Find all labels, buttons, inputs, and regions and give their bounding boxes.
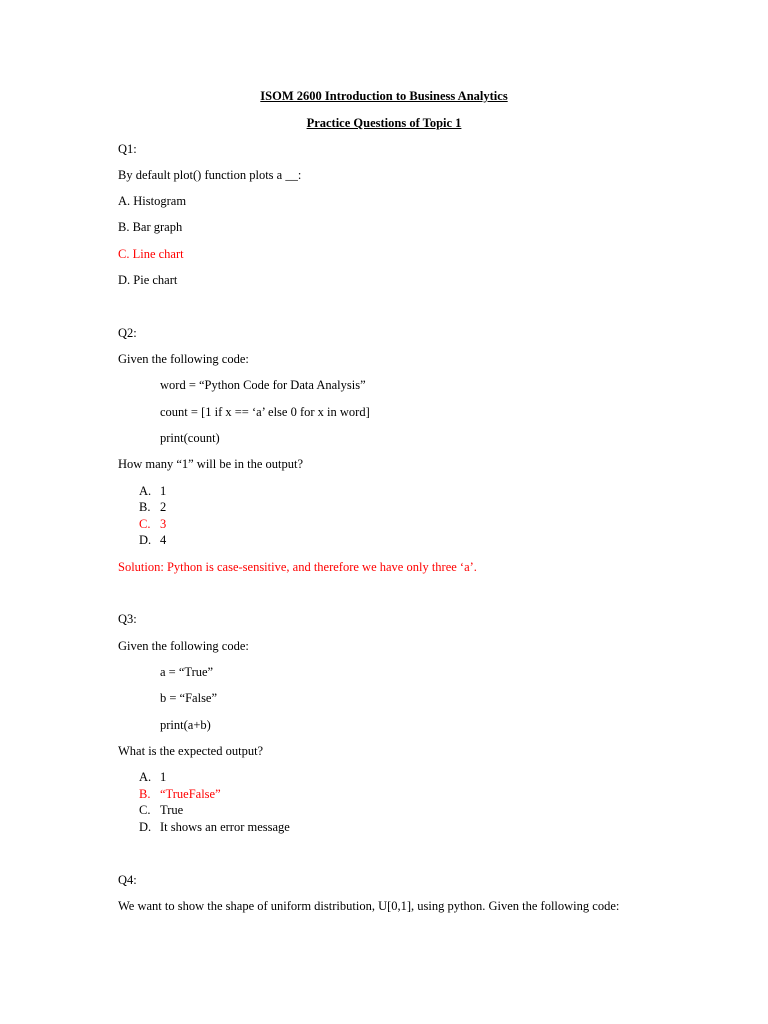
option-d xyxy=(139,532,166,548)
option-text: 1 xyxy=(160,484,167,498)
option-c-answer xyxy=(139,516,166,532)
option-text: True xyxy=(160,803,184,817)
question-text: How many “1” will be in the output? xyxy=(118,457,304,471)
code-line: b = “False” xyxy=(160,691,218,705)
option-letter: C. xyxy=(139,803,151,817)
option-letter: C. xyxy=(139,517,151,531)
code-line: print(a+b) xyxy=(160,718,211,732)
option-letter: B. xyxy=(139,787,151,801)
option-text: 1 xyxy=(160,770,167,784)
option-letter: A. xyxy=(139,770,152,784)
option-a: A. Histogram xyxy=(118,194,187,208)
option-text: It shows an error message xyxy=(160,820,290,834)
code-line: a = “True” xyxy=(160,665,214,679)
question-intro: We want to show the shape of uniform distribution, U[0,1], using python. Given the following code: xyxy=(118,899,620,913)
option-text: 2 xyxy=(160,500,167,514)
code-line: print(count) xyxy=(160,431,220,445)
document-title: ISOM 2600 Introduction to Business Analytics xyxy=(260,89,508,103)
option-c-answer: C. Line chart xyxy=(118,247,184,261)
option-text: 4 xyxy=(160,533,167,547)
question-prompt: By default plot() function plots a __: xyxy=(118,168,302,182)
option-c xyxy=(139,802,183,818)
option-letter: D. xyxy=(139,533,152,547)
option-d xyxy=(139,819,290,835)
question-label: Q1: xyxy=(118,142,137,156)
question-label: Q3: xyxy=(118,612,137,626)
option-letter: B. xyxy=(139,500,151,514)
code-line: count = [1 if x == ‘a’ else 0 for x in word] xyxy=(160,405,370,419)
option-b xyxy=(139,499,166,515)
solution-text: Solution: Python is case-sensitive, and therefore we have only three ‘a’. xyxy=(118,560,477,574)
document-subtitle: Practice Questions of Topic 1 xyxy=(306,116,462,130)
question-label: Q4: xyxy=(118,873,137,887)
option-b: B. Bar graph xyxy=(118,220,183,234)
option-text: “TrueFalse” xyxy=(160,787,221,801)
option-d: D. Pie chart xyxy=(118,273,178,287)
question-text: What is the expected output? xyxy=(118,744,264,758)
option-letter: D. xyxy=(139,820,152,834)
question-intro: Given the following code: xyxy=(118,352,249,366)
option-letter: A. xyxy=(139,484,152,498)
code-line: word = “Python Code for Data Analysis” xyxy=(160,378,366,392)
question-intro: Given the following code: xyxy=(118,639,249,653)
option-text: 3 xyxy=(160,517,167,531)
option-a xyxy=(139,769,166,785)
question-label: Q2: xyxy=(118,326,137,340)
option-a xyxy=(139,483,166,499)
option-b-answer xyxy=(139,786,221,802)
